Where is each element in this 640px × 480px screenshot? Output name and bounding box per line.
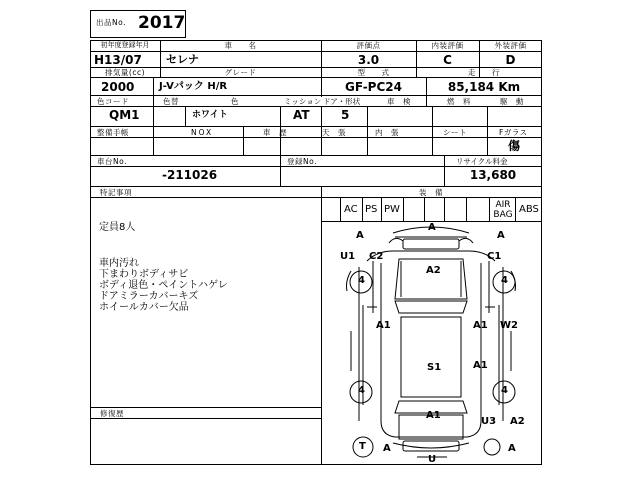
mark-t: T	[359, 441, 366, 452]
mark-front-right: A	[497, 230, 505, 241]
displacement-label: 排気量(cc)	[104, 68, 146, 77]
mark-tire-fl: 4	[358, 275, 365, 286]
mark-front-left: A	[356, 230, 364, 241]
model-label: 型 式	[357, 68, 390, 77]
score-value: 3.0	[357, 53, 380, 67]
mileage-label: 走 行	[468, 68, 500, 77]
model-value: GF-PC24	[345, 80, 402, 94]
fuel-label: 燃 料	[447, 97, 471, 106]
remark-2: 下まわりボディサビ	[99, 269, 189, 280]
equip-ps: PS	[365, 204, 378, 215]
color-code-value: QM1	[109, 108, 140, 122]
remark-4: ドアミラーカバーキズ	[99, 291, 199, 302]
exterior-grade-value: D	[505, 53, 516, 67]
mark-c1: C1	[487, 251, 502, 262]
drive-label: 駆 動	[500, 97, 524, 106]
seat-label: シート	[443, 128, 467, 137]
remark-5: ホイールカバー欠品	[99, 302, 189, 313]
mark-rear-gate: A1	[426, 410, 441, 421]
grade-label: グレード	[224, 68, 257, 77]
interior-grade-label: 内装評価	[431, 41, 464, 50]
equipment-label: 装 備	[419, 188, 443, 197]
equip-airbag: AIR BAG	[493, 200, 513, 220]
door-shape-label: ドア・形状	[323, 97, 361, 106]
mark-rear-left: A	[383, 443, 391, 454]
mark-tire-rl: 4	[358, 385, 365, 396]
inspection-label: 車 検	[387, 97, 411, 106]
color-label: 色	[231, 97, 239, 106]
nox-label: NOX	[191, 128, 214, 137]
remark-3: ボディ退色・ペイントハゲレ	[99, 280, 228, 291]
first-reg-label: 初年度登録年月	[100, 41, 150, 49]
first-reg-value: H13/07	[94, 53, 142, 67]
color-value: ホワイト	[192, 110, 228, 120]
mark-rear-right: A	[508, 443, 516, 454]
interior-grade-value: C	[443, 53, 452, 67]
equip-abs: ABS	[519, 204, 539, 215]
color-code-label: 色コード	[97, 97, 129, 106]
repair-history-label: 修復歴	[100, 409, 124, 418]
special-notes-label: 特記事項	[100, 188, 132, 197]
mission-label: ミッション	[284, 97, 322, 106]
history-label: 車 歴	[263, 128, 287, 137]
mark-right-side: W2	[500, 320, 518, 331]
recycle-fee-label: リサイクル料金	[456, 157, 508, 166]
mark-u1: U1	[340, 251, 356, 262]
capacity-note: 定員8人	[99, 222, 136, 233]
mileage-value: 85,184 Km	[447, 80, 521, 94]
mark-u3: U3	[481, 416, 497, 427]
front-glass-label: Fガラス	[499, 128, 528, 137]
equip-ac: AC	[344, 204, 358, 215]
mark-front-center: A	[428, 222, 436, 233]
car-name-value: セレナ	[166, 53, 199, 66]
equip-pw: PW	[384, 204, 400, 215]
chassis-no-label: 車台No.	[97, 157, 127, 166]
grade-value: J-Vパック H/R	[159, 81, 228, 92]
service-manual-label: 整備手帳	[97, 128, 129, 137]
mark-right-rear-door: A1	[473, 360, 488, 371]
front-glass-value: 傷	[508, 139, 521, 153]
exterior-grade-label: 外装評価	[494, 41, 527, 50]
recycle-fee-value: 13,680	[469, 168, 517, 182]
score-label: 評価点	[356, 41, 381, 50]
mark-c2: C2	[369, 251, 384, 262]
mark-tire-rr: 4	[501, 385, 508, 396]
mission-value: AT	[293, 108, 310, 122]
registration-no-label: 登録No.	[287, 157, 317, 166]
displacement-value: 2000	[101, 80, 135, 94]
doors-value: 5	[341, 108, 350, 122]
mark-hood: A2	[426, 265, 441, 276]
mark-left-front-door: A1	[376, 320, 391, 331]
lot-number-label: 出品No.	[96, 18, 126, 27]
chassis-no-value: -211026	[162, 168, 218, 182]
mark-rear-center: U	[428, 454, 437, 465]
mark-roof: S1	[427, 362, 442, 373]
mark-right-front-door: A1	[473, 320, 488, 331]
mark-a2-rear: A2	[510, 416, 525, 427]
ceiling-label: 天 張	[322, 128, 346, 137]
color-change-label: 色替	[163, 97, 179, 106]
mark-tire-fr: 4	[501, 275, 508, 286]
remark-1: 車内汚れ	[99, 258, 139, 269]
car-name-label: 車 名	[224, 41, 257, 50]
lot-number: 2017	[138, 13, 186, 33]
interior-lining-label: 内 張	[375, 128, 399, 137]
